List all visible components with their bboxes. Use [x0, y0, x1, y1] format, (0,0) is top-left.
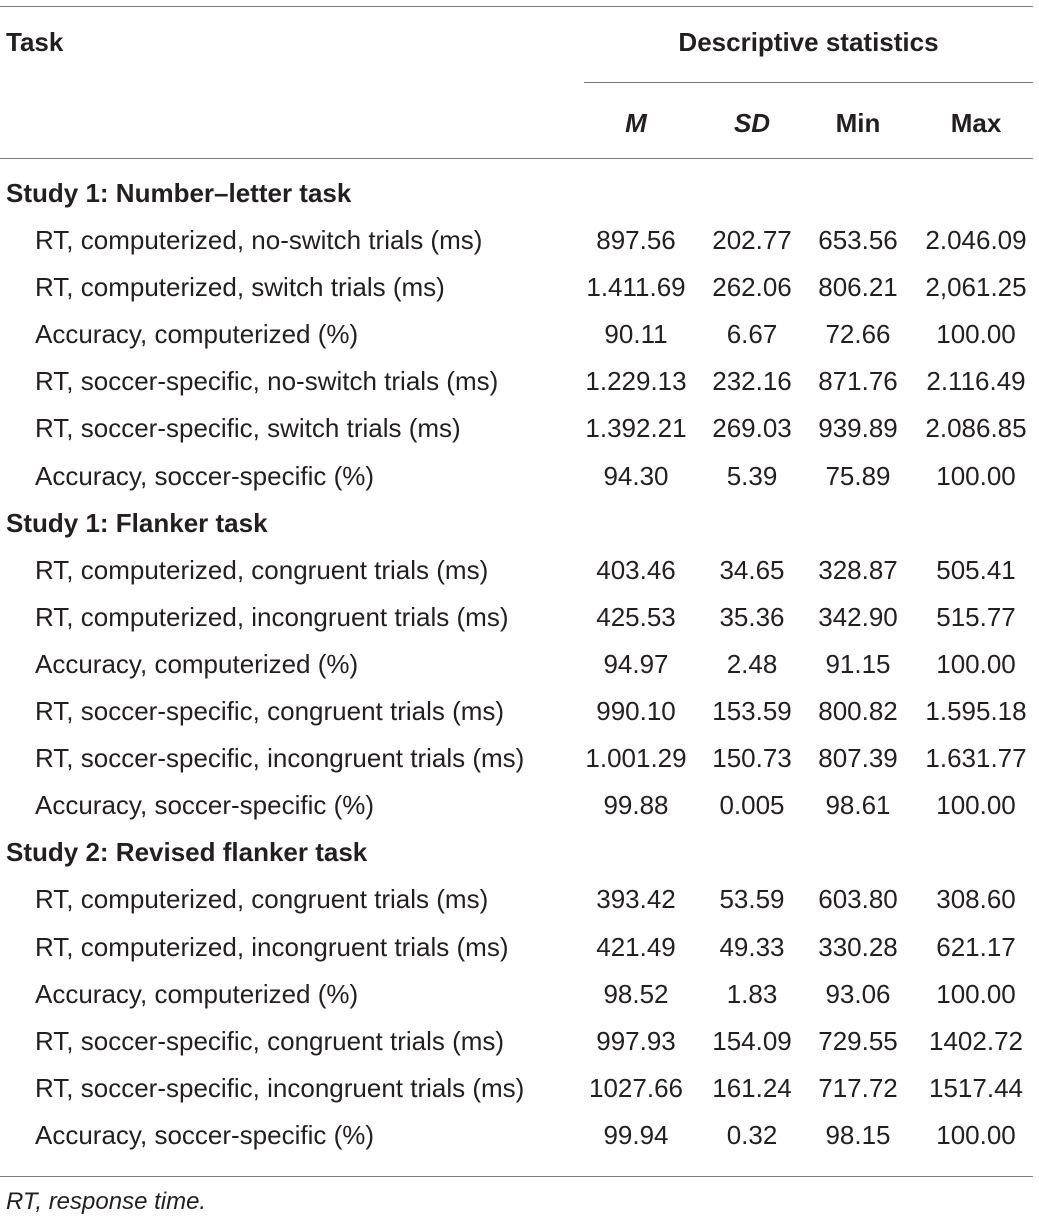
table-row [0, 594, 1039, 641]
group-header-rule [584, 82, 1033, 83]
bottom-rule [0, 1176, 1033, 1177]
col-header-m: M [625, 108, 647, 138]
cell-m: 94.97 [603, 648, 669, 679]
col-header-max: Max [950, 108, 1002, 138]
cell-max: 1402.72 [929, 1025, 1023, 1056]
cell-sd: 5.39 [726, 460, 778, 491]
row-label: Accuracy, soccer-specific (%) [35, 790, 375, 821]
cell-m: 1.001.29 [585, 743, 687, 774]
table-row [0, 1065, 1039, 1112]
cell-min: 939.89 [818, 413, 898, 444]
cell-max: 2,061.25 [925, 272, 1027, 303]
row-label: RT, soccer-specific, congruent trials (ms) [35, 696, 505, 727]
row-label: RT, soccer-specific, switch trials (ms) [35, 413, 461, 444]
cell-max: 515.77 [936, 601, 1016, 632]
cell-sd: 269.03 [712, 413, 792, 444]
cell-min: 91.15 [825, 648, 891, 679]
cell-max: 2.116.49 [926, 366, 1026, 397]
cell-sd: 49.33 [719, 931, 785, 962]
cell-sd: 0.32 [726, 1119, 778, 1150]
cell-min: 75.89 [825, 460, 891, 491]
cell-sd: 262.06 [712, 272, 792, 303]
descriptive-statistics-header: Descriptive statistics [678, 27, 939, 57]
cell-sd: 2.48 [726, 648, 778, 679]
cell-min: 342.90 [818, 601, 898, 632]
cell-min: 72.66 [825, 319, 891, 350]
table-row [0, 876, 1039, 923]
header-bottom-rule [0, 158, 1033, 159]
table-row [0, 735, 1039, 782]
cell-sd: 232.16 [712, 366, 792, 397]
cell-m: 393.42 [596, 884, 676, 915]
cell-m: 90.11 [604, 319, 668, 350]
cell-sd: 34.65 [719, 554, 785, 585]
cell-m: 98.52 [603, 978, 669, 1009]
row-label: Accuracy, computerized (%) [35, 319, 359, 350]
cell-m: 99.88 [603, 790, 669, 821]
table-row [0, 405, 1039, 452]
cell-max: 1.631.77 [925, 743, 1027, 774]
cell-m: 1.392.21 [585, 413, 687, 444]
cell-min: 807.39 [818, 743, 898, 774]
row-label: Accuracy, soccer-specific (%) [35, 460, 375, 491]
table-row [0, 782, 1039, 829]
row-label: Accuracy, soccer-specific (%) [35, 1119, 375, 1150]
table-row [0, 688, 1039, 735]
section-title: Study 1: Flanker task [6, 507, 268, 538]
cell-max: 621.17 [936, 931, 1016, 962]
section-title: Study 2: Revised flanker task [6, 837, 368, 868]
cell-m: 1.229.13 [585, 366, 687, 397]
cell-m: 897.56 [596, 225, 676, 256]
cell-min: 729.55 [818, 1025, 898, 1056]
section-title: Study 1: Number–letter task [6, 178, 352, 208]
cell-max: 308.60 [936, 884, 1016, 915]
row-label: RT, soccer-specific, incongruent trials (ms) [35, 743, 525, 774]
cell-max: 100.00 [936, 1119, 1016, 1150]
section-row [0, 170, 1039, 217]
cell-m: 425.53 [596, 601, 676, 632]
cell-min: 806.21 [818, 272, 898, 303]
cell-min: 330.28 [818, 931, 898, 962]
table-row [0, 217, 1039, 264]
row-label: RT, soccer-specific, congruent trials (ms) [35, 1025, 505, 1056]
cell-max: 1.595.18 [925, 696, 1027, 727]
row-label: RT, computerized, congruent trials (ms) [35, 884, 489, 915]
table-row [0, 453, 1039, 500]
cell-min: 328.87 [818, 554, 898, 585]
table-row [0, 1112, 1039, 1159]
cell-min: 717.72 [818, 1072, 898, 1103]
cell-sd: 150.73 [712, 743, 792, 774]
section-row [0, 500, 1039, 547]
cell-min: 603.80 [818, 884, 898, 915]
cell-max: 505.41 [936, 554, 1016, 585]
cell-min: 653.56 [818, 225, 898, 256]
cell-min: 98.61 [825, 790, 891, 821]
row-label: RT, computerized, congruent trials (ms) [35, 554, 489, 585]
row-label: Accuracy, computerized (%) [35, 978, 359, 1009]
cell-max: 2.046.09 [925, 225, 1027, 256]
cell-min: 871.76 [818, 366, 898, 397]
cell-sd: 153.59 [712, 696, 792, 727]
row-label: RT, computerized, incongruent trials (ms) [35, 931, 509, 962]
cell-max: 100.00 [936, 978, 1016, 1009]
cell-min: 93.06 [825, 978, 891, 1009]
col-header-min: Min [835, 108, 881, 138]
cell-m: 94.30 [603, 460, 669, 491]
section-row [0, 829, 1039, 876]
table-row [0, 971, 1039, 1018]
cell-m: 403.46 [596, 554, 676, 585]
table-row [0, 311, 1039, 358]
cell-max: 100.00 [936, 319, 1016, 350]
cell-sd: 6.67 [726, 319, 778, 350]
cell-m: 990.10 [596, 696, 676, 727]
row-label: RT, soccer-specific, no-switch trials (ms) [35, 366, 499, 397]
cell-m: 1.411.69 [586, 272, 686, 303]
cell-sd: 0.005 [719, 790, 785, 821]
cell-min: 98.15 [825, 1119, 891, 1150]
cell-max: 1517.44 [929, 1072, 1023, 1103]
cell-sd: 154.09 [712, 1025, 792, 1056]
cell-sd: 1.83 [726, 978, 778, 1009]
table-row [0, 924, 1039, 971]
table-row [0, 1018, 1039, 1065]
cell-min: 800.82 [818, 696, 898, 727]
row-label: RT, computerized, no-switch trials (ms) [35, 225, 483, 256]
table-row [0, 641, 1039, 688]
cell-sd: 35.36 [719, 601, 785, 632]
cell-sd: 202.77 [712, 225, 792, 256]
row-label: RT, computerized, switch trials (ms) [35, 272, 445, 303]
task-column-header: Task [6, 27, 64, 57]
row-label: Accuracy, computerized (%) [35, 648, 359, 679]
cell-sd: 161.24 [712, 1072, 792, 1103]
table-row [0, 547, 1039, 594]
table-body [0, 170, 1039, 1159]
cell-max: 100.00 [936, 790, 1016, 821]
table-footnote: RT, response time. [6, 1188, 207, 1215]
cell-sd: 53.59 [719, 884, 785, 915]
row-label: RT, soccer-specific, incongruent trials (ms) [35, 1072, 525, 1103]
cell-m: 1027.66 [589, 1072, 683, 1103]
cell-m: 421.49 [596, 931, 676, 962]
cell-max: 100.00 [936, 460, 1016, 491]
table-row [0, 264, 1039, 311]
row-label: RT, computerized, incongruent trials (ms) [35, 601, 509, 632]
cell-max: 2.086.85 [925, 413, 1027, 444]
col-header-sd: SD [733, 108, 771, 138]
cell-m: 997.93 [596, 1025, 676, 1056]
table-row [0, 358, 1039, 405]
cell-max: 100.00 [936, 648, 1016, 679]
top-rule [0, 6, 1033, 7]
cell-m: 99.94 [603, 1119, 669, 1150]
